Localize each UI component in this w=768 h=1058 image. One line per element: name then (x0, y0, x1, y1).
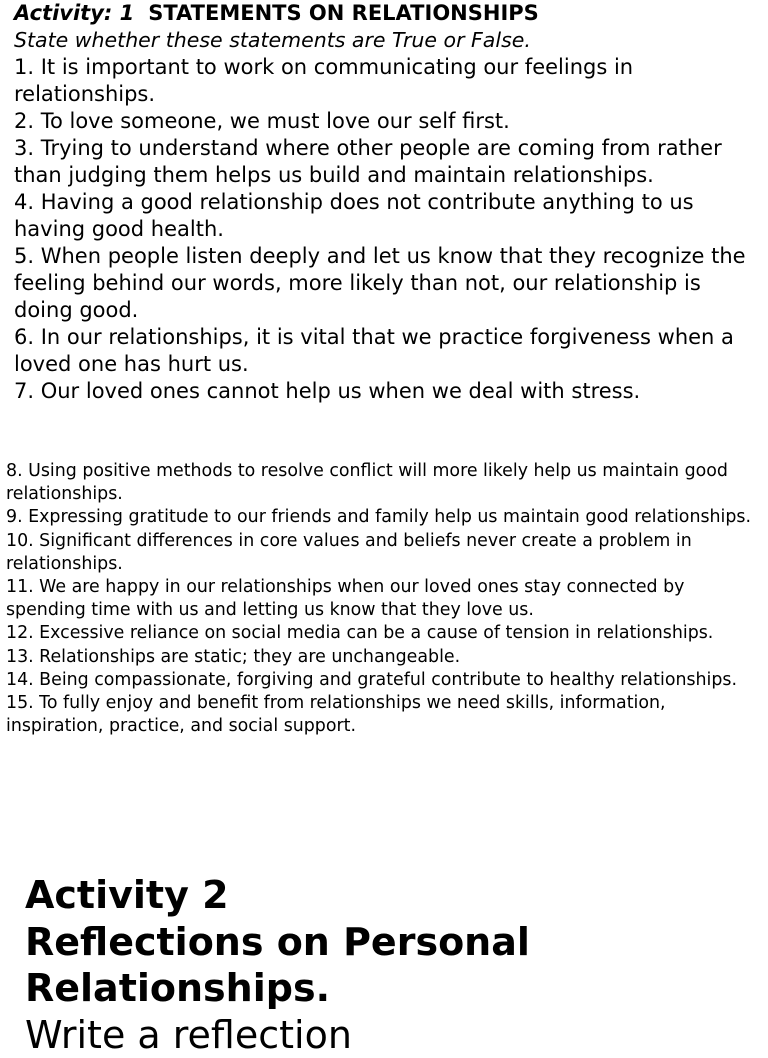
statements-continued-section (6, 460, 764, 738)
statement-item: 5. When people listen deeply and let us know that they recognize the feeling behind our words, more likely than not, our relationship is doing good. (14, 243, 762, 324)
activity-2-subtitle: Reflections on Personal Relationships. (25, 919, 765, 1012)
statement-item: 12. Excessive reliance on social media can be a cause of tension in relationships. (6, 622, 764, 645)
statement-item: 9. Expressing gratitude to our friends and family help us maintain good relationships. (6, 506, 764, 529)
activity-2-title: Activity 2 (25, 872, 765, 919)
activity-2-section (25, 872, 765, 1058)
statement-item: 7. Our loved ones cannot help us when we deal with stress. (14, 378, 762, 405)
activity-1-heading (14, 0, 762, 27)
activity-1-title: STATEMENTS ON RELATIONSHIPS (148, 1, 539, 25)
statement-item: 14. Being compassionate, forgiving and grateful contribute to healthy relationships. (6, 669, 764, 692)
statement-item: 11. We are happy in our relationships when our loved ones stay connected by spending time with us and letting us know that they love us. (6, 576, 764, 622)
statement-item: 13. Relationships are static; they are unchangeable. (6, 646, 764, 669)
statement-item: 15. To fully enjoy and benefit from relationships we need skills, information, inspiration, practice, and social support. (6, 692, 764, 738)
activity-1-label: Activity: 1 (14, 1, 134, 25)
statement-item: 4. Having a good relationship does not contribute anything to us having good health. (14, 189, 762, 243)
statement-item: 10. Significant differences in core values and beliefs never create a problem in relationships. (6, 530, 764, 576)
statement-item: 1. It is important to work on communicating our feelings in relationships. (14, 54, 762, 108)
activity-2-instruction: Write a reflection (25, 1012, 765, 1058)
activity-1-instructions: State whether these statements are True or False. (14, 27, 762, 54)
statement-item: 3. Trying to understand where other people are coming from rather than judging them helps us build and maintain relationships. (14, 135, 762, 189)
statement-item: 2. To love someone, we must love our self first. (14, 108, 762, 135)
statements-list-large (14, 54, 762, 405)
statement-item: 6. In our relationships, it is vital that we practice forgiveness when a loved one has hurt us. (14, 324, 762, 378)
statements-list-small (6, 460, 764, 738)
statement-item: 8. Using positive methods to resolve conflict will more likely help us maintain good relationships. (6, 460, 764, 506)
activity-1-section (14, 0, 762, 405)
